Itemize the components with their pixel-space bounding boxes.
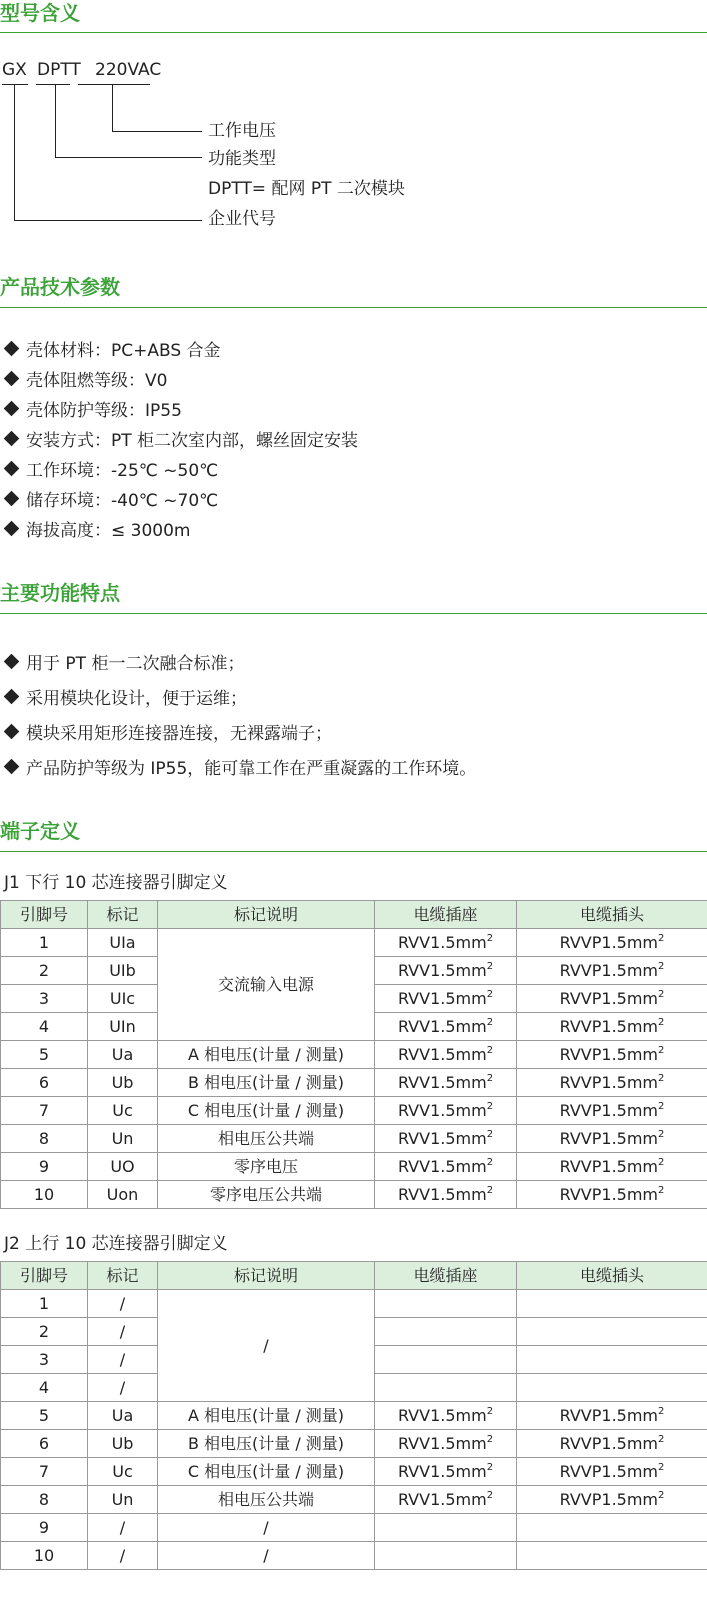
cable-plug: $RVVP1.5mm^2$ [517,1013,707,1041]
pin-mark: / [88,1290,158,1318]
pin-mark: Ub [88,1069,158,1097]
pin-no: 5 [1,1041,88,1069]
header-mark: 标记 [88,901,158,929]
table-caption-j2: J2 上行 10 芯连接器引脚定义 [4,1234,228,1254]
spec-item [4,340,221,362]
spec-item [4,370,167,392]
feature-text: 用于 PT 柜一二次融合标准； [26,654,245,674]
cable-socket: $RVV1.5mm^2$ [375,1013,517,1041]
cable-plug [517,1318,707,1346]
header-pin-no: 引脚号 [1,1262,88,1290]
cable-plug [517,1374,707,1402]
pin-mark: UO [88,1153,158,1181]
model-code-dptt: DPTT [37,60,81,80]
model-code-gx: GX [2,60,27,80]
pin-mark: Uon [88,1181,158,1209]
section-divider [0,613,707,614]
diamond-bullet-icon [4,371,20,387]
pin-mark: Uc [88,1458,158,1486]
pin-description: / [158,1514,375,1542]
cable-plug: $RVVP1.5mm^2$ [517,1153,707,1181]
cable-plug: $RVVP1.5mm^2$ [517,1069,707,1097]
code-underline-voltage [78,84,150,85]
spec-text: 壳体阻燃等级：V0 [26,371,168,391]
pin-table-j2 [0,1261,707,1570]
cable-plug: $RVVP1.5mm^2$ [517,929,707,957]
header-cable-plug: 电缆插头 [517,1262,707,1290]
pin-description: 相电压公共端 [158,1486,375,1514]
pin-description: / [158,1542,375,1570]
pin-no: 8 [1,1125,88,1153]
section-title-model: 型号含义 [0,1,80,25]
pin-description: A 相电压(计量 / 测量) [158,1402,375,1430]
pin-no: 2 [1,957,88,985]
spec-text: 海拔高度：≤ 3000m [26,521,191,541]
table-caption-j1: J1 下行 10 芯连接器引脚定义 [4,873,228,893]
cable-socket [375,1318,517,1346]
pin-mark: / [88,1374,158,1402]
pin-description: B 相电压(计量 / 测量) [158,1069,375,1097]
section-divider [0,307,707,308]
spec-text: 安装方式：PT 柜二次室内部，螺丝固定安装 [26,431,359,451]
cable-plug: $RVVP1.5mm^2$ [517,1402,707,1430]
table-row [1,1486,707,1514]
diamond-bullet-icon [4,689,20,705]
code-underline-gx [2,84,28,85]
section-title-specs: 产品技术参数 [0,275,120,299]
model-code-voltage: 220VAC [95,60,162,80]
pin-mark: Un [88,1486,158,1514]
section-divider [0,851,707,852]
cable-plug: $RVVP1.5mm^2$ [517,1041,707,1069]
leader-type-h [55,157,202,158]
header-cable-plug: 电缆插头 [517,901,707,929]
table-row [1,1181,707,1209]
pin-mark: UIc [88,985,158,1013]
header-cable-socket: 电缆插座 [375,901,517,929]
pin-mark: / [88,1346,158,1374]
cable-socket [375,1346,517,1374]
pin-description: C 相电压(计量 / 测量) [158,1097,375,1125]
pin-mark: UIn [88,1013,158,1041]
spec-item [4,430,358,452]
cable-socket: $RVV1.5mm^2$ [375,1041,517,1069]
pin-no: 10 [1,1181,88,1209]
table-row [1,1458,707,1486]
cable-socket: $RVV1.5mm^2$ [375,1153,517,1181]
leader-company-h [14,220,202,221]
cable-socket: $RVV1.5mm^2$ [375,1402,517,1430]
table-row [1,1069,707,1097]
annotation-voltage: 工作电压 [208,121,276,141]
pin-no: 7 [1,1097,88,1125]
header-pin-no: 引脚号 [1,901,88,929]
cable-plug [517,1514,707,1542]
pin-no: 3 [1,985,88,1013]
pin-no: 7 [1,1458,88,1486]
pin-description-merged: 交流输入电源 [158,929,375,1041]
cable-socket [375,1542,517,1570]
diamond-bullet-icon [4,341,20,357]
feature-text: 产品防护等级为 IP55，能可靠工作在严重凝露的工作环境。 [26,759,477,779]
feature-item [4,688,247,710]
cable-socket [375,1374,517,1402]
pin-no: 1 [1,1290,88,1318]
diamond-bullet-icon [4,521,20,537]
diamond-bullet-icon [4,401,20,417]
cable-plug: $RVVP1.5mm^2$ [517,1458,707,1486]
cable-socket: $RVV1.5mm^2$ [375,929,517,957]
cable-socket: $RVV1.5mm^2$ [375,985,517,1013]
pin-mark: Ua [88,1041,158,1069]
pin-mark: UIb [88,957,158,985]
pin-mark: / [88,1514,158,1542]
cable-plug: $RVVP1.5mm^2$ [517,1125,707,1153]
pin-mark: Uc [88,1097,158,1125]
table-row [1,1125,707,1153]
code-underline-dptt [36,84,70,85]
pin-mark: Ua [88,1402,158,1430]
cable-plug: $RVVP1.5mm^2$ [517,957,707,985]
pin-mark: Un [88,1125,158,1153]
feature-item [4,723,332,745]
spec-item [4,400,182,422]
pin-description: 相电压公共端 [158,1125,375,1153]
pin-no: 5 [1,1402,88,1430]
pin-no: 3 [1,1346,88,1374]
table-row [1,1430,707,1458]
pin-no: 9 [1,1153,88,1181]
table-row [1,1290,707,1318]
diamond-bullet-icon [4,724,20,740]
cable-socket: $RVV1.5mm^2$ [375,1097,517,1125]
pin-mark: / [88,1542,158,1570]
cable-socket: $RVV1.5mm^2$ [375,1458,517,1486]
feature-text: 采用模块化设计，便于运维； [26,689,247,709]
annotation-dptt-meaning: DPTT= 配网 PT 二次模块 [208,179,405,199]
pin-no: 4 [1,1374,88,1402]
cable-socket [375,1290,517,1318]
spec-item [4,520,190,542]
diamond-bullet-icon [4,431,20,447]
pin-no: 8 [1,1486,88,1514]
cable-socket [375,1514,517,1542]
table-header-row [1,901,707,929]
pin-no: 6 [1,1069,88,1097]
diamond-bullet-icon [4,461,20,477]
pin-no: 4 [1,1013,88,1041]
pin-mark: Ub [88,1430,158,1458]
header-cable-socket: 电缆插座 [375,1262,517,1290]
cable-plug: $RVVP1.5mm^2$ [517,1181,707,1209]
diamond-bullet-icon [4,759,20,775]
cable-socket: $RVV1.5mm^2$ [375,1430,517,1458]
feature-item [4,758,476,780]
cable-plug [517,1542,707,1570]
pin-no: 6 [1,1430,88,1458]
table-row [1,1041,707,1069]
table-row [1,1097,707,1125]
feature-item [4,653,244,675]
feature-text: 模块采用矩形连接器连接，无裸露端子； [26,724,332,744]
spec-text: 工作环境：-25℃ ~50℃ [26,461,219,481]
pin-no: 1 [1,929,88,957]
pin-no: 9 [1,1514,88,1542]
cable-plug [517,1290,707,1318]
pin-description: C 相电压(计量 / 测量) [158,1458,375,1486]
diamond-bullet-icon [4,491,20,507]
cable-socket: $RVV1.5mm^2$ [375,1486,517,1514]
table-row [1,1514,707,1542]
cable-plug: $RVVP1.5mm^2$ [517,1430,707,1458]
pin-description: A 相电压(计量 / 测量) [158,1041,375,1069]
spec-item [4,490,218,512]
table-row [1,1153,707,1181]
leader-company-v [14,84,15,220]
table-row [1,1402,707,1430]
pin-description: 零序电压公共端 [158,1181,375,1209]
section-title-terminals: 端子定义 [0,819,80,843]
spec-text: 壳体材料：PC+ABS 合金 [26,341,221,361]
header-mark: 标记 [88,1262,158,1290]
leader-voltage-h [112,131,202,132]
annotation-type: 功能类型 [208,149,276,169]
cable-plug: $RVVP1.5mm^2$ [517,1486,707,1514]
cable-socket: $RVV1.5mm^2$ [375,1125,517,1153]
pin-mark: UIa [88,929,158,957]
table-row [1,1542,707,1570]
pin-table-j1 [0,900,707,1209]
header-description: 标记说明 [158,1262,375,1290]
pin-description: B 相电压(计量 / 测量) [158,1430,375,1458]
pin-no: 2 [1,1318,88,1346]
pin-description-merged: / [158,1290,375,1402]
spec-item [4,460,218,482]
section-divider [0,32,707,33]
spec-text: 壳体防护等级：IP55 [26,401,182,421]
cable-plug: $RVVP1.5mm^2$ [517,985,707,1013]
cable-socket: $RVV1.5mm^2$ [375,1181,517,1209]
diamond-bullet-icon [4,654,20,670]
section-title-features: 主要功能特点 [0,581,120,605]
cable-plug [517,1346,707,1374]
header-description: 标记说明 [158,901,375,929]
cable-plug: $RVVP1.5mm^2$ [517,1097,707,1125]
table-header-row [1,1262,707,1290]
leader-voltage-v [112,84,113,131]
spec-text: 储存环境：-40℃ ~70℃ [26,491,219,511]
leader-type-v [55,84,56,157]
cable-socket: $RVV1.5mm^2$ [375,957,517,985]
annotation-company: 企业代号 [208,209,276,229]
pin-description: 零序电压 [158,1153,375,1181]
pin-no: 10 [1,1542,88,1570]
pin-mark: / [88,1318,158,1346]
table-row [1,929,707,957]
cable-socket: $RVV1.5mm^2$ [375,1069,517,1097]
